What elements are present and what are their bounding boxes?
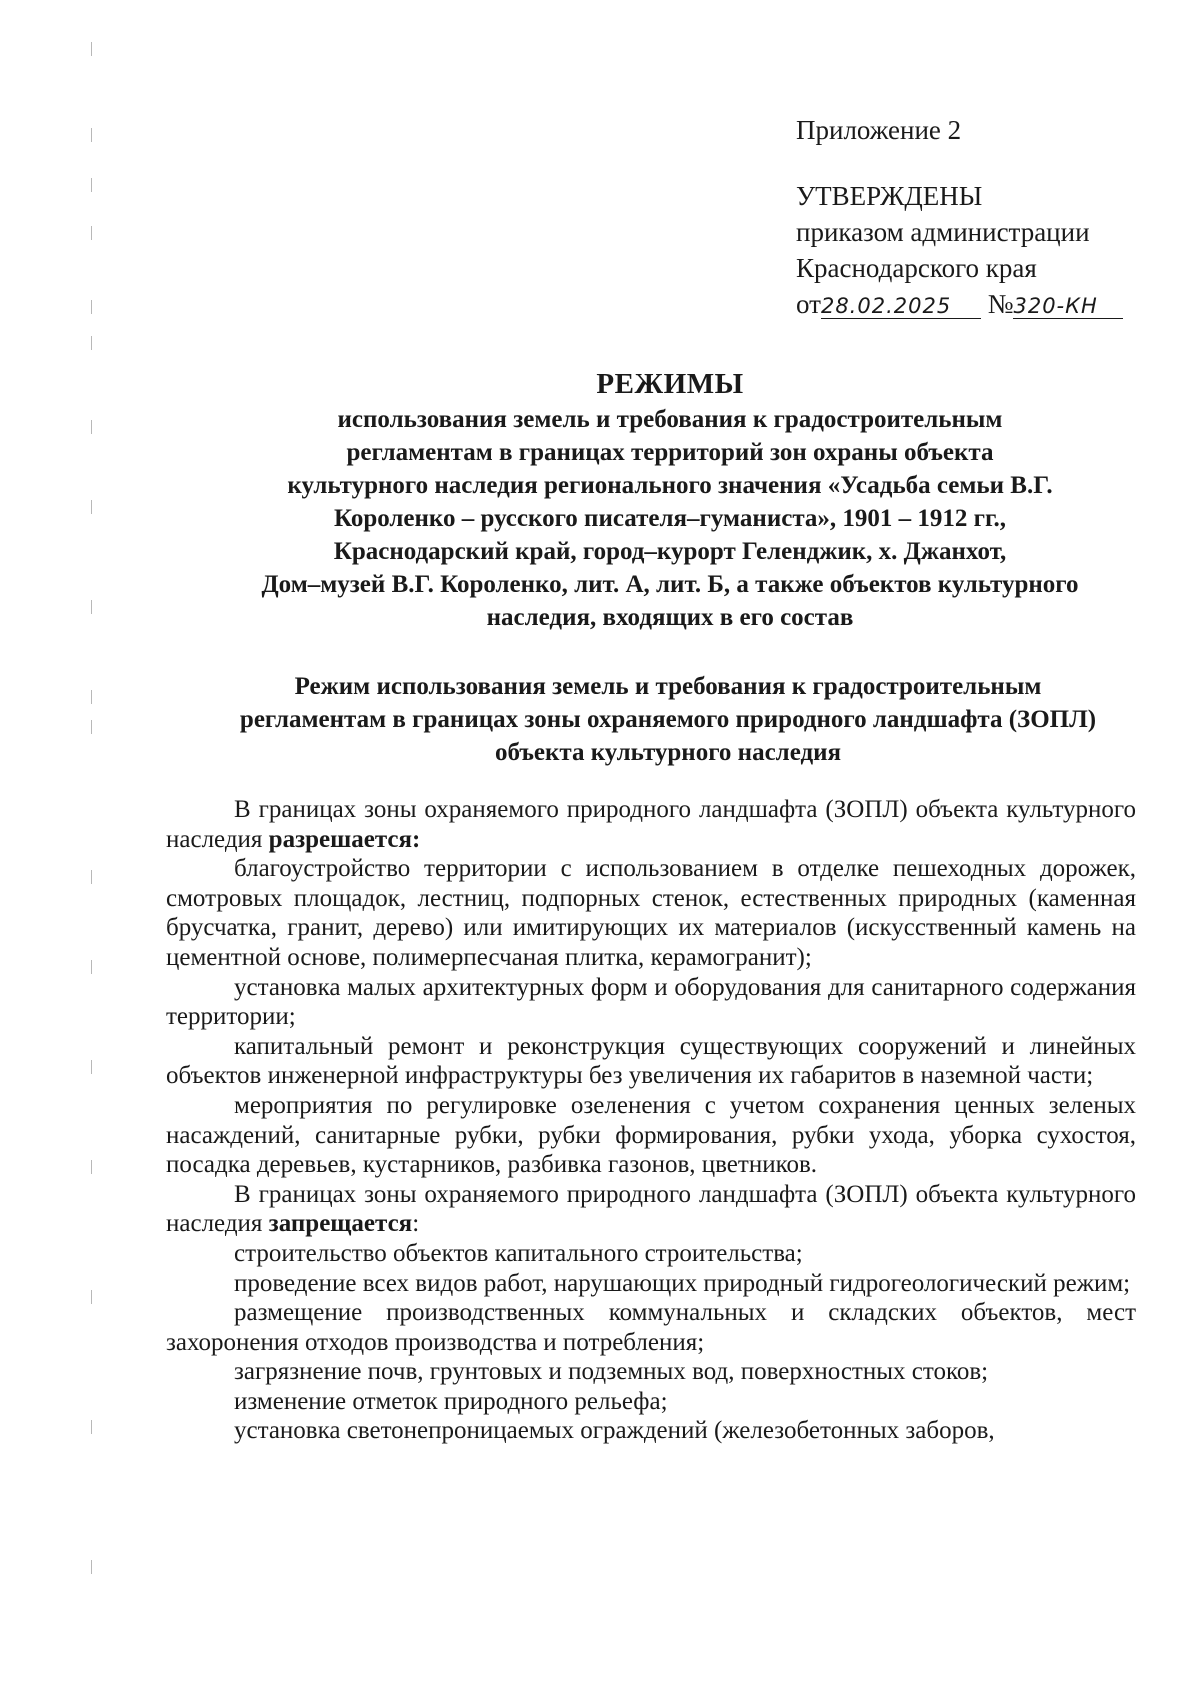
list-item: установка светонепроницаемых ограждений (железобетонных заборов, <box>234 1417 995 1445</box>
forbidden-colon: : <box>412 1210 420 1238</box>
title-line: наследия, входящих в его состав <box>486 604 854 631</box>
approval-date-line <box>796 286 1156 322</box>
section-heading <box>168 670 1168 769</box>
title-line: регламентам в границах территорий зон охраны объекта <box>346 439 994 466</box>
allowed-intro: В границах зоны охраняемого природного ландшафта (ЗОПЛ) объекта культурного наследия <box>166 796 1136 853</box>
scan-margin-marks <box>91 0 93 1699</box>
list-item: проведение всех видов работ, нарушающих природный гидрогеологический режим; <box>234 1269 1131 1297</box>
title-line: Дом–музей В.Г. Короленко, лит. А, лит. Б, а также объектов культурного <box>261 571 1079 598</box>
body-text <box>166 795 1136 1446</box>
list-item: изменение отметок природного рельефа; <box>234 1387 668 1415</box>
forbidden-paragraph <box>166 1180 1136 1239</box>
title-line: культурного наследия регионального значения «Усадьба семьи В.Г. <box>287 472 1053 499</box>
list-item: размещение производственных коммунальных и складских объектов, мест захоронения отходов производства и потребления; <box>166 1299 1136 1356</box>
title-line: использования земель и требования к градостроительным <box>337 406 1003 433</box>
title-line: Краснодарский край, город–курорт Геленджик, х. Джанхот, <box>333 538 1007 565</box>
number-prefix: № <box>987 289 1014 319</box>
allowed-keyword: разрешается: <box>268 825 421 853</box>
list-item: загрязнение почв, грунтовых и подземных вод, поверхностных стоков; <box>234 1358 989 1386</box>
subtitle-line: регламентам в границах зоны охраняемого природного ландшафта (ЗОПЛ) <box>239 706 1097 733</box>
title-line: Короленко – русского писателя–гуманиста», 1901 – 1912 гг., <box>333 505 1007 532</box>
list-item: мероприятия по регулировке озеленения с учетом сохранения ценных зеленых насаждений, санитарные рубки, рубки формирования, рубки ухода, уборка сухостоя, посадка деревьев, кустарников, разбивка газонов, цветников. <box>166 1091 1136 1179</box>
handwritten-date: 28.02.2025 <box>821 294 981 319</box>
approval-block <box>796 112 1156 322</box>
approved-heading: УТВЕРЖДЕНЫ <box>796 181 983 211</box>
list-item: благоустройство территории с использованием в отделке пешеходных дорожек, смотровых площадок, лестниц, подпорных стенок, естественных природных (каменная брусчатка, гранит, дерево) или имитирующих их материалов (искусственный камень на цементной основе, полимерпесчаная плитка, керамогранит); <box>166 855 1136 971</box>
approved-by-line2: Краснодарского края <box>796 253 1037 283</box>
list-item: установка малых архитектурных форм и оборудования для санитарного содержания территории; <box>166 973 1136 1031</box>
subtitle-line: объекта культурного наследия <box>494 739 842 766</box>
title-main: РЕЖИМЫ <box>596 368 744 400</box>
list-item: капитальный ремонт и реконструкция существующих сооружений и линейных объектов инженерной инфраструктуры без увеличения их габаритов в наземной части; <box>166 1032 1136 1090</box>
list-item: строительство объектов капитального строительства; <box>234 1239 803 1267</box>
allowed-paragraph <box>166 795 1136 854</box>
appendix-label: Приложение 2 <box>796 115 962 145</box>
subtitle-line: Режим использования земель и требования к градостроительным <box>294 673 1042 700</box>
approved-by-line1: приказом администрации <box>796 217 1090 247</box>
forbidden-keyword: запрещается <box>268 1210 413 1238</box>
document-title <box>170 368 1170 634</box>
date-prefix: от <box>796 289 821 319</box>
handwritten-number: 320-КН <box>1013 294 1123 319</box>
forbidden-intro: В границах зоны охраняемого природного ландшафта (ЗОПЛ) объекта культурного наследия <box>166 1180 1136 1238</box>
